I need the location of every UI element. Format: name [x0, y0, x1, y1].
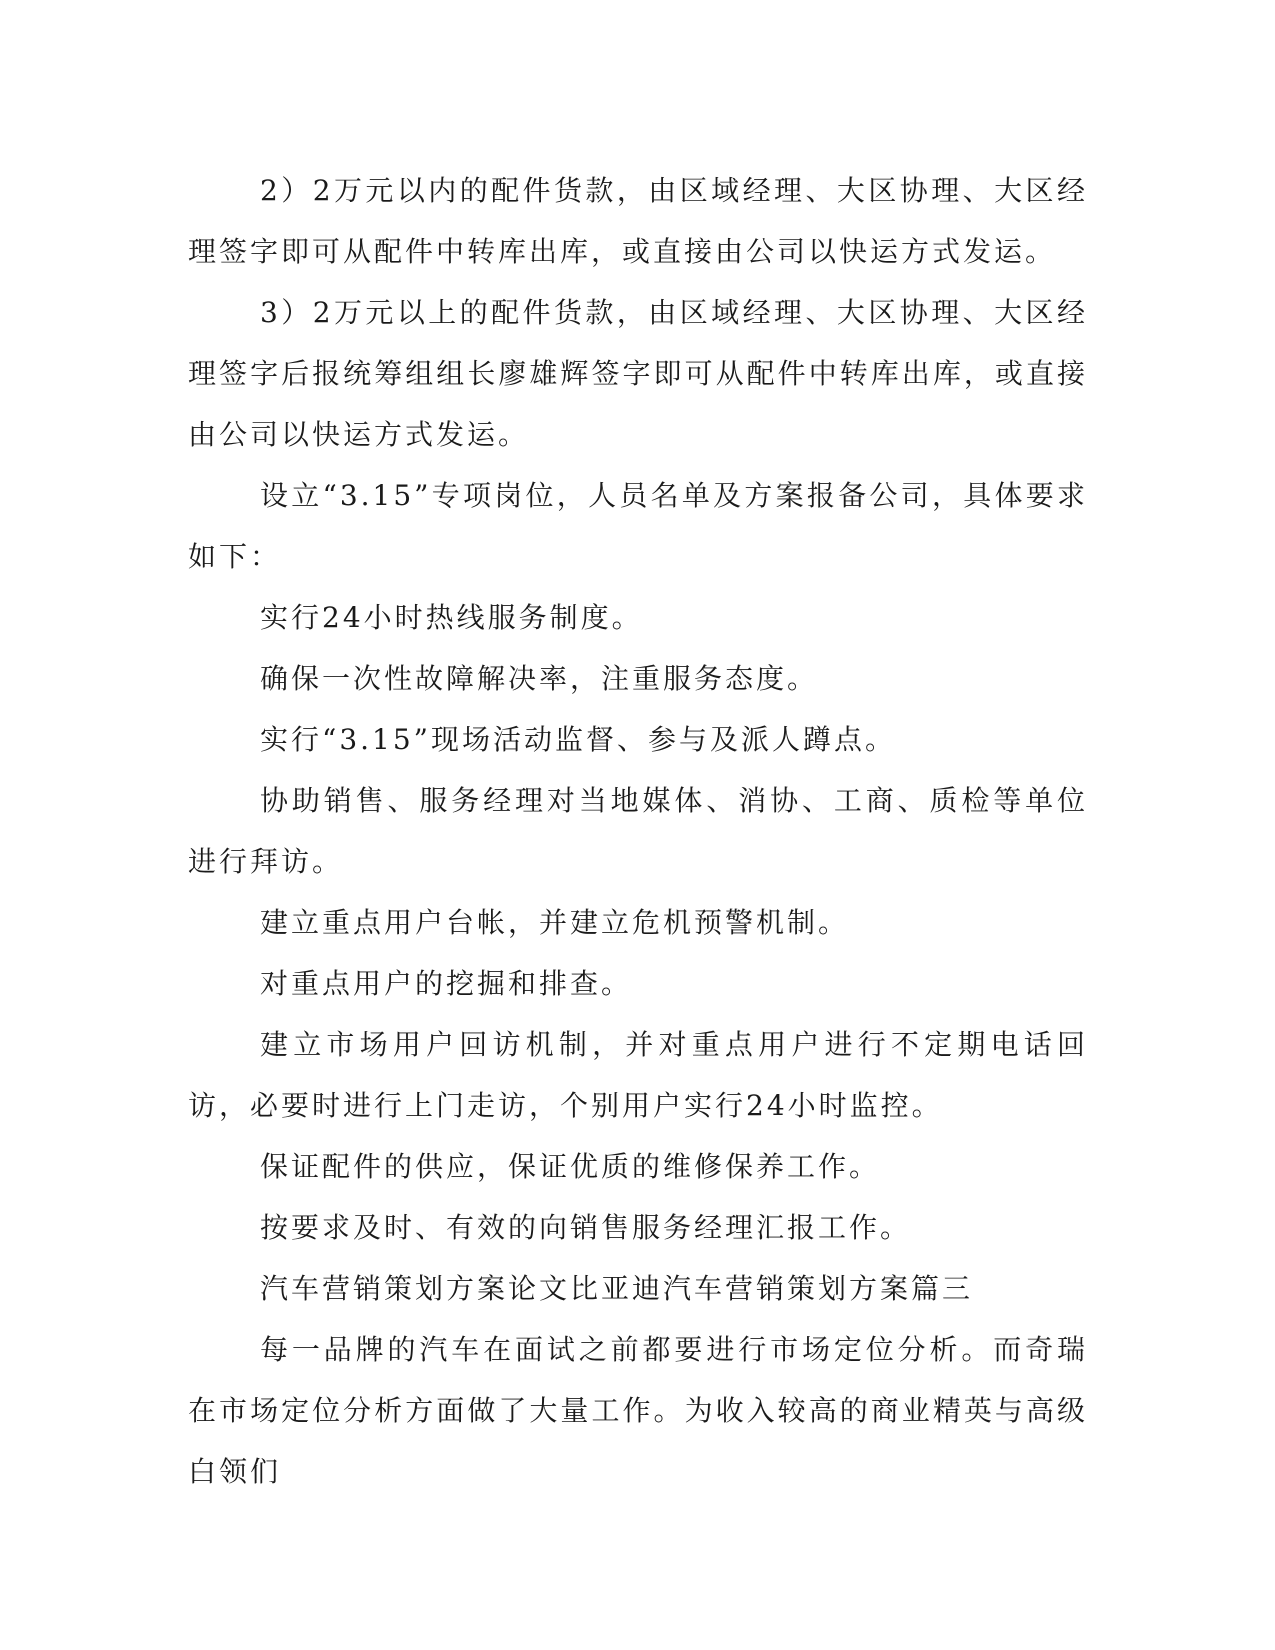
document-body — [188, 160, 1088, 1502]
paragraph-key-user-mining: 对重点用户的挖掘和排查。 — [260, 967, 633, 1000]
paragraph-315-post-requirements: 设立“3.15”专项岗位，人员名单及方案报备公司，具体要求如下： — [188, 479, 1088, 573]
paragraph-parts-payment-under-20k: 2）2万元以内的配件货款，由区域经理、大区协理、大区经理签字即可从配件中转库出库，或直接由公司以快运方式发运。 — [188, 174, 1088, 268]
paragraph-315-onsite-supervision: 实行“3.15”现场活动监督、参与及派人蹲点。 — [260, 723, 896, 756]
paragraph-key-user-ledger: 建立重点用户台帐，并建立危机预警机制。 — [260, 906, 850, 939]
paragraph-first-fix-rate: 确保一次性故障解决率，注重服务态度。 — [260, 662, 819, 695]
paragraph-user-callback-mechanism: 建立市场用户回访机制，并对重点用户进行不定期电话回访，必要时进行上门走访，个别用户实行24小时监控。 — [188, 1028, 1088, 1122]
paragraph-report-work: 按要求及时、有效的向销售服务经理汇报工作。 — [260, 1211, 912, 1244]
section-heading: 汽车营销策划方案论文比亚迪汽车营销策划方案篇三 — [260, 1272, 974, 1305]
paragraph-market-positioning: 每一品牌的汽车在面试之前都要进行市场定位分析。而奇瑞在市场定位分析方面做了大量工作。为收入较高的商业精英与高级白领们 — [188, 1333, 1088, 1488]
paragraph-24h-hotline: 实行24小时热线服务制度。 — [260, 601, 643, 634]
paragraph-assist-visits: 协助销售、服务经理对当地媒体、消协、工商、质检等单位进行拜访。 — [188, 784, 1088, 878]
paragraph-parts-supply: 保证配件的供应，保证优质的维修保养工作。 — [260, 1150, 881, 1183]
paragraph-parts-payment-over-20k: 3）2万元以上的配件货款，由区域经理、大区协理、大区经理签字后报统筹组组长廖雄辉签字即可从配件中转库出库，或直接由公司以快运方式发运。 — [188, 296, 1088, 451]
